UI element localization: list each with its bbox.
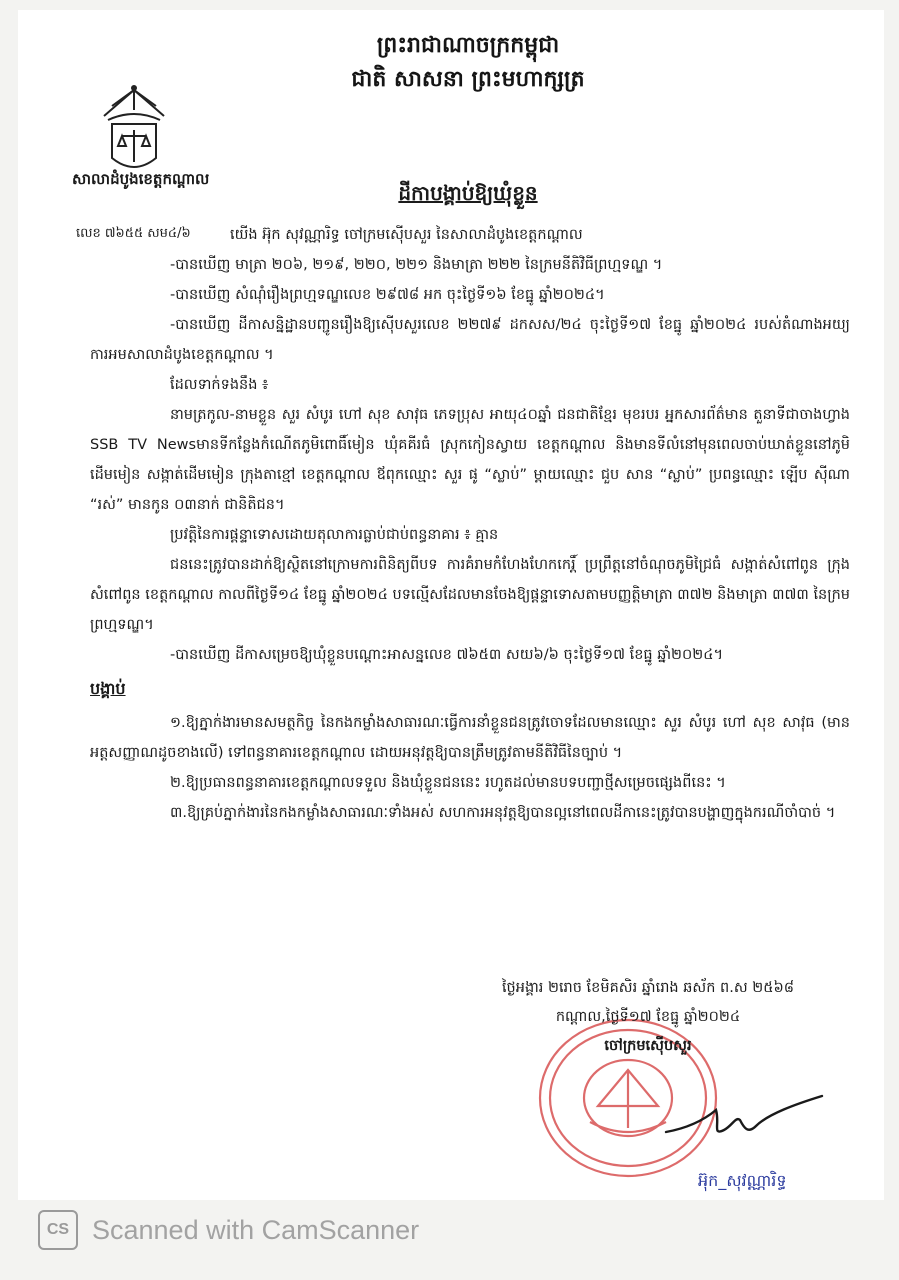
intro-line: យើង អ៊ុក សុវណ្ណារិទ្ធ ចៅក្រមស៊ើបសួរ នៃសាលាដំបូងខេត្តកណ្ដាល xyxy=(230,227,583,243)
order-heading: បង្គាប់ xyxy=(90,679,126,698)
order-item-3: ៣.ឱ្យគ្រប់ភ្នាក់ងារនៃកងកម្លាំងសាធារណៈទាំងអស់ សហការអនុវត្តឱ្យបានល្អនៅពេលដីកានេះត្រូវបានបង្ហាញក្នុងករណីចាំបាច់ ។ xyxy=(170,805,836,821)
signature-icon xyxy=(658,1090,828,1150)
kingdom-line-2: ជាតិ សាសនា ព្រះមហាក្សត្រ xyxy=(351,66,585,92)
camscanner-logo-icon: CS xyxy=(38,1210,78,1250)
paragraph-1: -បានឃើញ មាត្រា ២០៦, ២១៩, ២២០, ២២១ និងមាត្រា ២២២ នៃក្រមនីតិវិធីព្រហ្មទណ្ឌ ។ xyxy=(170,257,663,273)
paragraph-4: ដែលទាក់ទងនឹង ៖ xyxy=(170,377,269,393)
kingdom-motto xyxy=(318,28,618,96)
signer-title: ចៅក្រមស៊ើបសួរ xyxy=(604,1038,692,1054)
date-signature-block xyxy=(438,974,858,1061)
camscanner-watermark xyxy=(38,1210,419,1250)
document-page xyxy=(18,10,884,1200)
reference-number: លេខ ៧៦៥៥ សម៤/៦ xyxy=(76,226,191,241)
lunar-date: ថ្ងៃអង្គារ ២រោច ខែមិគសិរ ឆ្នាំរោង ឆស័ក ព.ស ២៥៦៨ xyxy=(501,980,795,996)
paragraph-6: ប្រវត្តិនៃការផ្តន្ទាទោសដោយតុលាការធ្លាប់ជាប់ពន្ធនាគារ ៖ គ្មាន xyxy=(170,527,499,543)
paragraph-3: -បានឃើញ ដីកាសន្និដ្ឋានបញ្ជូនរឿងឱ្យស៊ើបសួរលេខ ២២៧៩ ដកសស/២៤ ចុះថ្ងៃទី១៧ ខែធ្នូ ឆ្នាំ២០២៤ របស់តំណាងអយ្យការអមសាលាដំបូងខេត្តកណ្ដាល ។ xyxy=(90,317,850,363)
paragraph-2: -បានឃើញ សំណុំរឿងព្រហ្មទណ្ឌលេខ ២៩៧៨ អក ចុះថ្ងៃទី១៦ ខែធ្នូ ឆ្នាំ២០២៤។ xyxy=(170,287,605,303)
kingdom-line-1: ព្រះរាជាណាចក្រកម្ពុជា xyxy=(376,32,560,58)
court-emblem-icon xyxy=(94,80,174,180)
paragraph-8: -បានឃើញ ដីកាសម្រេចឱ្យឃុំខ្លួនបណ្ដោះអាសន្នលេខ ៧៦៥៣ សយ៦/៦ ចុះថ្ងៃទី១៧ ខែធ្នូ ឆ្នាំ២០២៤។ xyxy=(170,647,724,663)
paragraph-5: នាមត្រកូល-នាមខ្លួន សួរ សំបូរ ហៅ សុខ សាវុធ ភេទប្រុស អាយុ៤០ឆ្នាំ ជនជាតិខ្មែរ មុខរបរ អ្នកសារព័ត៌មាន តួនាទីជាចាងហ្វាង SSB TV Newsមានទីកន្លែងកំណើតភូមិពោធិ៍មៀន ឃុំគគីរធំ ស្រុកកៀនស្វាយ ខេត្តកណ្ដាល និងមានទីលំនៅមុនពេលចាប់ឃាត់ខ្លួននៅភូមិដើមមៀន សង្កាត់ដើមមៀន ក្រុងតាខ្មៅ ខេត្តកណ្ដាល ឪពុកឈ្មោះ សួរ ផូ “ស្លាប់” ម្ដាយឈ្មោះ ជួប សាន “ស្លាប់” ប្រពន្ធឈ្មោះ ឡើប ស៊ីណា “រស់” មានកូន ០៣នាក់ ជានិតិជន។ xyxy=(90,407,850,513)
document-title: ដីកាបង្គាប់ឱ្យឃុំខ្លួន xyxy=(398,181,538,205)
document-body xyxy=(90,220,850,828)
order-item-1: ១.ឱ្យភ្នាក់ងារមានសមត្ថកិច្ច នៃកងកម្លាំងសាធារណៈធ្វើការនាំខ្លួនជនត្រូវចោទដែលមានឈ្មោះ សួរ សំបូរ ហៅ សុខ សាវុធ (មានអត្តសញ្ញាណដូចខាងលើ) ទៅពន្ធនាគារខេត្តកណ្ដាល ដោយអនុវត្តឱ្យបានត្រឹមត្រូវតាមនីតិវិធីនៃច្បាប់ ។ xyxy=(90,715,851,761)
order-item-2: ២.ឱ្យប្រធានពន្ធនាគារខេត្តកណ្ដាលទទួល និងឃុំខ្លួនជននេះ រហូតដល់មានបទបញ្ជាថ្មីសម្រេចផ្សេងពីនេះ ។ xyxy=(170,775,726,791)
watermark-text: Scanned with CamScanner xyxy=(92,1214,420,1245)
court-name: សាលាដំបូងខេត្តកណ្ដាល xyxy=(72,170,210,188)
signer-name: អ៊ុក_សុវណ្ណារិទ្ធ xyxy=(698,1171,787,1190)
solar-date: កណ្ដាល,ថ្ងៃទី១៧ ខែធ្នូ ឆ្នាំ២០២៤ xyxy=(555,1009,741,1025)
paragraph-7: ជននេះត្រូវបានដាក់ឱ្យស្ថិតនៅក្រោមការពិនិត្យពីបទ ការគំរាមកំហែងហែកកេរ្តិ៍ ប្រព្រឹត្តនៅចំណុចភូមិជ្រៃធំ សង្កាត់សំពៅពូន ក្រុងសំពៅពូន ខេត្តកណ្ដាល កាលពីថ្ងៃទី១៤ ខែធ្នូ ឆ្នាំ២០២៤ បទល្មើសដែលមានចែងឱ្យផ្តន្ទាទោសតាមបញ្ញត្តិមាត្រា ៣៧២ និងមាត្រា ៣៧៣ នៃក្រមព្រហ្មទណ្ឌ។ xyxy=(90,557,850,633)
